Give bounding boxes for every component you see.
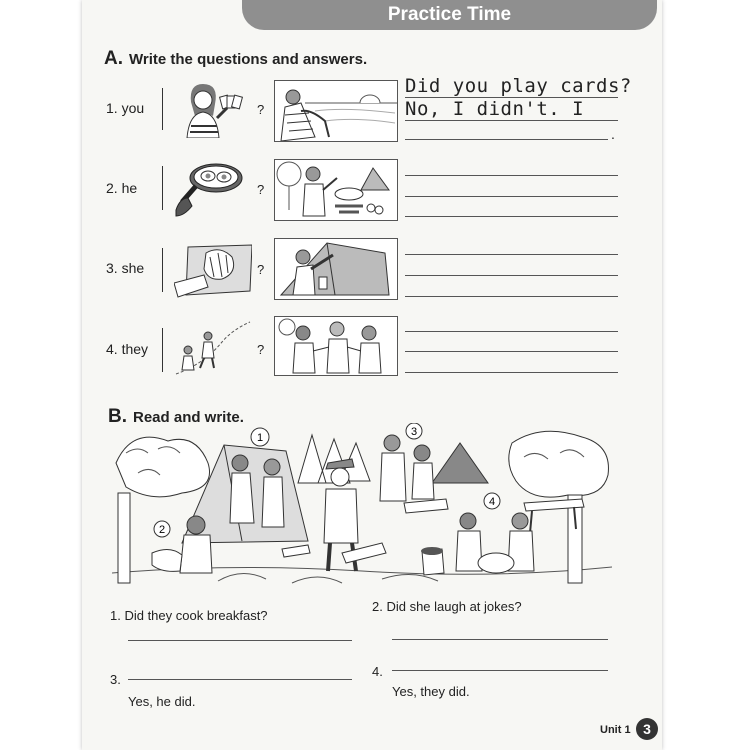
b-question-4: 4. xyxy=(372,664,383,679)
b-answer-3: Yes, he did. xyxy=(128,694,196,709)
answer-line-2b xyxy=(405,196,618,197)
hand-cleaning-picture xyxy=(174,243,252,299)
scene-number-2: 2 xyxy=(158,524,166,536)
answer-line-1b xyxy=(405,120,618,121)
answer-line-1c xyxy=(405,139,608,140)
scene-number-3: 3 xyxy=(410,426,418,438)
item-1-qmark: ? xyxy=(257,102,265,117)
item-2-label: 2. he xyxy=(106,180,138,196)
b-answer-line-2 xyxy=(392,639,608,640)
girl-playing-cards-picture xyxy=(177,80,247,138)
example-question: Did you play cards? xyxy=(405,75,632,97)
answer-line-4b xyxy=(405,351,618,352)
scene-number-1: 1 xyxy=(256,432,264,444)
boy-cooking-camp-picture xyxy=(274,159,398,221)
answer-line-4a xyxy=(405,331,618,332)
answer-line-2c xyxy=(405,216,618,217)
answer-line-3a xyxy=(405,254,618,255)
b-question-3: 3. xyxy=(110,672,121,687)
b-question-line-4 xyxy=(392,670,608,671)
answer-line-4c xyxy=(405,372,618,373)
unit-label: Unit 1 xyxy=(600,724,631,736)
section-a-letter: A. xyxy=(104,48,123,69)
page-title: Practice Time xyxy=(387,4,512,25)
item-4-divider xyxy=(162,328,163,372)
answer-line-3c xyxy=(405,296,618,297)
section-b-instruction: Read and write. xyxy=(133,409,244,426)
item-2-qmark: ? xyxy=(257,182,265,197)
answer-line-3b xyxy=(405,275,618,276)
girl-cleaning-tent-picture xyxy=(274,238,398,300)
b-question-line-3 xyxy=(128,679,352,680)
item-1-label: 1. you xyxy=(106,100,145,116)
b-question-1: 1. Did they cook breakfast? xyxy=(110,608,268,623)
frying-pan-eggs-picture xyxy=(174,160,249,218)
b-question-2: 2. Did she laugh at jokes? xyxy=(372,599,522,614)
b-answer-line-1 xyxy=(128,640,352,641)
b-answer-4: Yes, they did. xyxy=(392,684,470,699)
answer-period: . xyxy=(611,126,615,142)
section-a-instruction: Write the questions and answers. xyxy=(129,51,368,68)
item-3-divider xyxy=(162,248,163,292)
item-1-divider xyxy=(162,88,163,130)
item-4-label: 4. they xyxy=(106,341,149,357)
kids-laughing-picture xyxy=(274,316,398,376)
item-2-divider xyxy=(162,166,163,210)
title-banner xyxy=(242,0,657,30)
item-3-qmark: ? xyxy=(257,262,265,277)
answer-line-2a xyxy=(405,175,618,176)
scene-number-4: 4 xyxy=(488,496,496,508)
item-3-label: 3. she xyxy=(106,260,145,276)
item-4-qmark: ? xyxy=(257,342,265,357)
page-number: 3 xyxy=(636,718,658,740)
example-answer: No, I didn't. I xyxy=(405,98,585,120)
section-b-letter: B. xyxy=(108,406,127,427)
beach-chair-picture xyxy=(274,80,398,142)
workbook-page xyxy=(82,0,662,750)
camping-scene-illustration xyxy=(112,423,612,593)
section-a-title xyxy=(104,48,367,70)
kids-hiking-picture xyxy=(174,320,254,376)
